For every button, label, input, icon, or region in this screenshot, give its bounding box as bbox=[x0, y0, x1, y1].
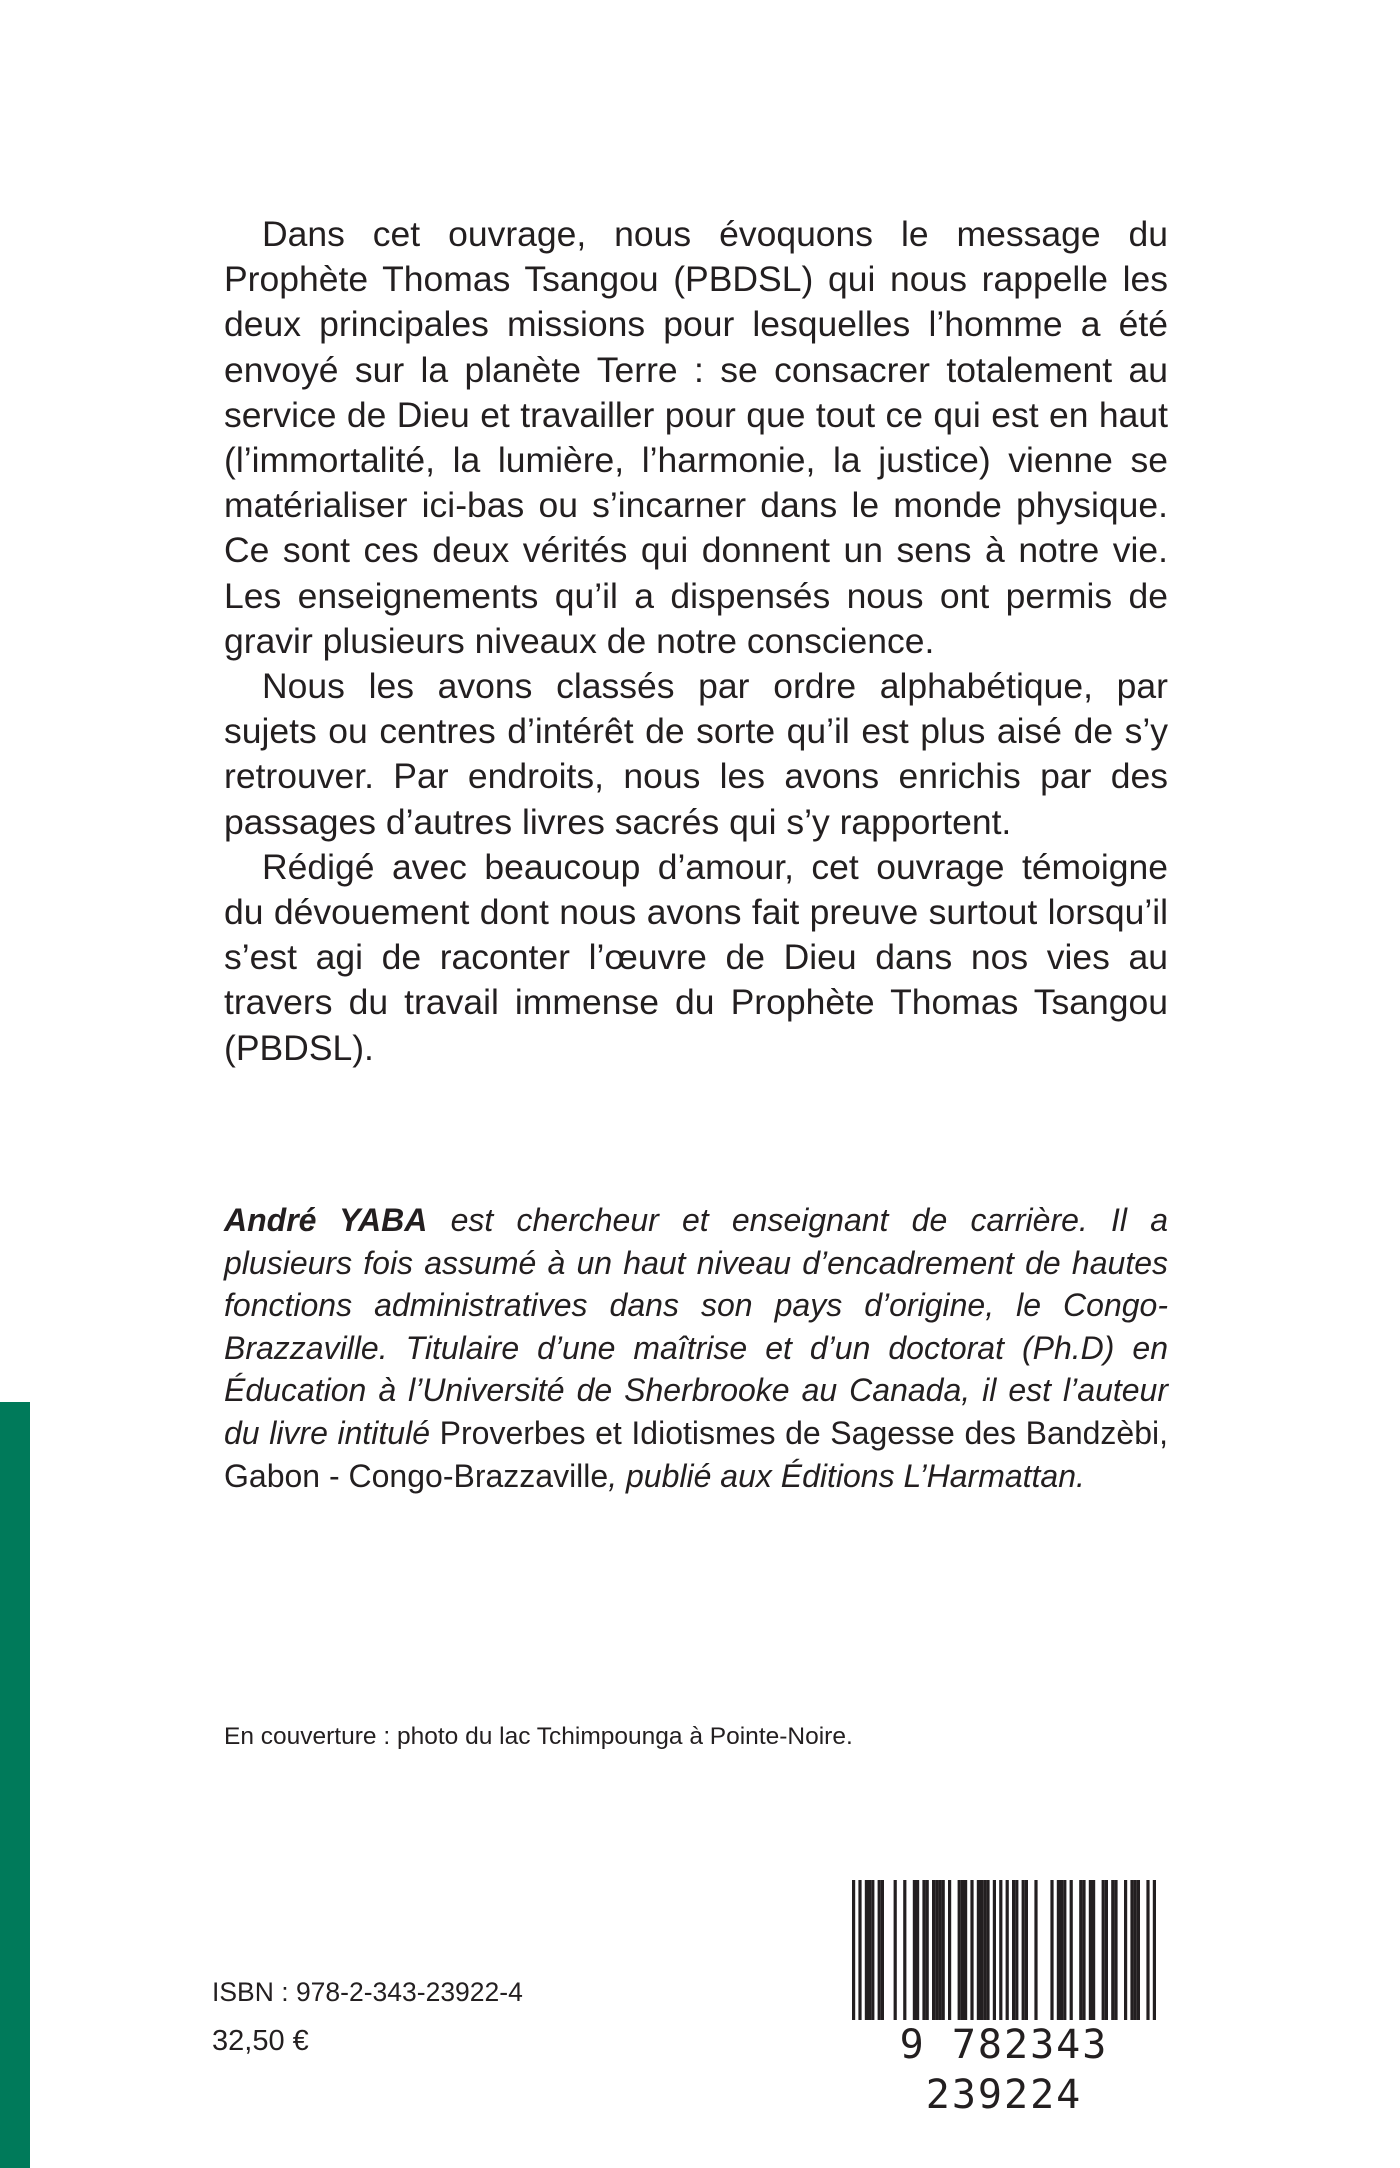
barcode-bar bbox=[1114, 1880, 1117, 2022]
cover-photo-credit: En couverture : photo du lac Tchimpounga à Pointe-Noire. bbox=[224, 1723, 853, 1750]
barcode-bar bbox=[938, 1880, 941, 2022]
barcode-bar bbox=[986, 1880, 989, 2022]
barcode-bar bbox=[1146, 1880, 1149, 2040]
barcode-bar bbox=[871, 1880, 874, 2022]
bio-text-1: est chercheur et enseignant de carrière. Il a plusieurs fois assumé à un haut niveau d’encadrement de hautes fonctions administratives dans son pays d’origine, le Congo-Brazzaville. Titulaire d’une maîtrise et d’un doctorat (Ph.D) en Éducation à l’Université de Sherbrooke au Canada, il est l’auteur du livre intitulé bbox=[224, 1202, 1168, 1451]
blurb-paragraph-1: Dans cet ouvrage, nous évoquons le message du Prophète Thomas Tsangou (PBDSL) qui nous rappelle les deux principales missions pour lesquelles l’homme a été envoyé sur la planète Terre : se consacrer totalement au service de Dieu et travailler pour que tout ce qui est en haut (l’immortalité, la lumière, l’harmonie, la justice) vienne se matérialiser ici-bas ou s’incarner dans le monde physique. Ce sont ces deux vérités qui donnent un sens à notre vie. Les enseignements qu’il a dispensés nous ont permis de gravir plusieurs niveaux de notre conscience. bbox=[224, 214, 1168, 661]
barcode bbox=[840, 1880, 1168, 2118]
barcode-bar bbox=[1012, 1880, 1015, 2022]
back-cover-blurb bbox=[224, 212, 1168, 1071]
barcode-bar bbox=[1137, 1880, 1140, 2022]
barcode-bar bbox=[1102, 1880, 1105, 2022]
barcode-bar bbox=[942, 1880, 945, 2022]
barcode-bar bbox=[878, 1880, 881, 2022]
green-accent-bar bbox=[0, 1402, 30, 2168]
barcode-bar bbox=[977, 1880, 980, 2022]
barcode-bar bbox=[865, 1880, 868, 2022]
barcode-bar bbox=[1070, 1880, 1073, 2022]
barcode-bar bbox=[858, 1880, 861, 2040]
barcode-bar bbox=[1015, 1880, 1018, 2022]
barcode-bar bbox=[1130, 1880, 1133, 2022]
barcode-bar bbox=[1124, 1880, 1127, 2022]
barcode-bar bbox=[1153, 1880, 1156, 2040]
barcode-bar bbox=[852, 1880, 855, 2040]
isbn-label: ISBN : 978-2-343-23922-4 bbox=[212, 1977, 523, 2007]
barcode-bar bbox=[1082, 1880, 1085, 2022]
barcode-bar bbox=[961, 1880, 964, 2022]
price-label: 32,50 € bbox=[212, 2025, 309, 2057]
barcode-bar bbox=[999, 1880, 1002, 2040]
barcode-bar bbox=[1057, 1880, 1060, 2022]
barcode-bar bbox=[1092, 1880, 1095, 2022]
barcode-bar bbox=[1105, 1880, 1108, 2022]
barcode-bar bbox=[922, 1880, 925, 2022]
barcode-bar bbox=[980, 1880, 983, 2022]
barcode-bar bbox=[1060, 1880, 1063, 2022]
barcode-bar bbox=[1089, 1880, 1092, 2022]
blurb-paragraph-2: Nous les avons classés par ordre alphabétique, par sujets ou centres d’intérêt de sorte qu’il est plus aisé de s’y retrouver. Par endroits, nous les avons enrichis par des passages d’autres livres sacrés qui s’y rapportent. bbox=[224, 666, 1168, 842]
barcode-bar bbox=[926, 1880, 929, 2022]
bio-book-title: Proverbes et Idiotismes de Sagesse des Bandzèbi, Gabon - Congo-Brazzaville bbox=[224, 1414, 1169, 1494]
barcode-bar bbox=[1050, 1880, 1053, 2022]
barcode-bar bbox=[868, 1880, 871, 2022]
barcode-bar bbox=[964, 1880, 967, 2022]
barcode-bar bbox=[948, 1880, 951, 2022]
blurb-paragraph-3: Rédigé avec beaucoup d’amour, cet ouvrage témoigne du dévouement dont nous avons fait preuve surtout lorsqu’il s’est agi de raconter l’œuvre de Dieu dans nos vies au travers du travail immense du Prophète Thomas Tsangou (PBDSL). bbox=[224, 846, 1168, 1068]
barcode-bar bbox=[903, 1880, 906, 2022]
barcode-bar bbox=[993, 1880, 996, 2022]
bio-text-2: , publié aux Éditions L’Harmattan. bbox=[608, 1457, 1085, 1494]
barcode-digits: 9 782343 239224 bbox=[840, 2020, 1168, 2120]
barcode-bar bbox=[1034, 1880, 1037, 2022]
barcode-bar bbox=[1006, 1880, 1009, 2040]
barcode-bar bbox=[881, 1880, 884, 2022]
barcode-bar bbox=[913, 1880, 916, 2022]
barcode-bar bbox=[932, 1880, 935, 2022]
barcode-bar bbox=[1063, 1880, 1066, 2022]
barcode-bar bbox=[1022, 1880, 1025, 2022]
barcode-bar bbox=[935, 1880, 938, 2022]
author-name: André YABA bbox=[224, 1202, 428, 1238]
barcode-bar bbox=[916, 1880, 919, 2022]
barcode-bar bbox=[1079, 1880, 1082, 2022]
barcode-bar bbox=[1111, 1880, 1114, 2022]
author-bio bbox=[224, 1199, 1168, 1497]
barcode-bar bbox=[970, 1880, 973, 2022]
barcode-bar bbox=[983, 1880, 986, 2022]
barcode-bar bbox=[958, 1880, 961, 2022]
barcode-bar bbox=[894, 1880, 897, 2022]
barcode-bar bbox=[1025, 1880, 1028, 2022]
barcode-bar bbox=[1134, 1880, 1137, 2022]
